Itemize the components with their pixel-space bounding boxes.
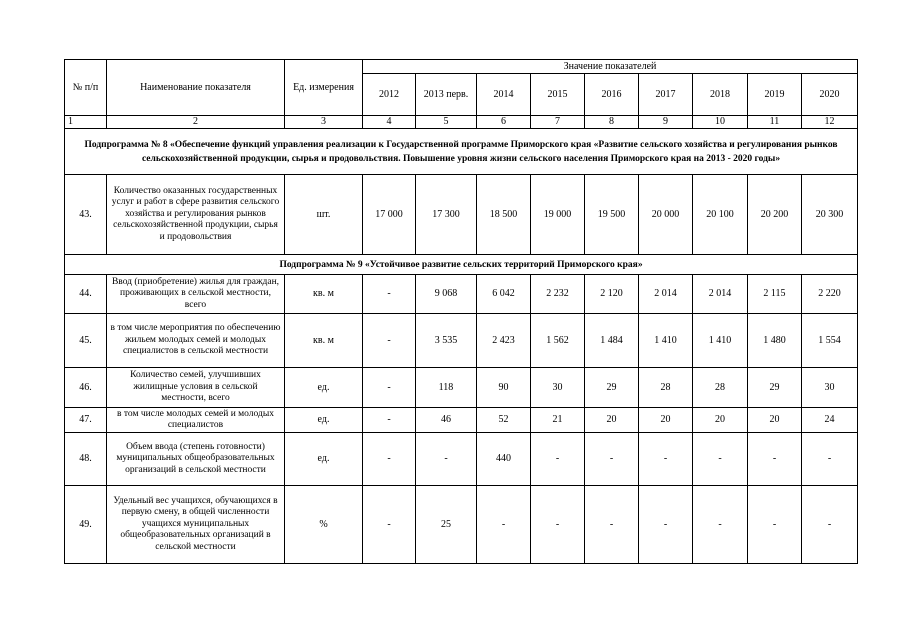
value-cell: 46 [416,408,477,433]
column-number: 2 [107,116,285,129]
year-cell: 2018 [693,74,748,116]
value-cell: 2 014 [639,275,693,314]
value-cell: 2 220 [802,275,858,314]
value-cell: 2 120 [585,275,639,314]
value-cell: 1 562 [531,314,585,368]
value-cell: 20 [748,408,802,433]
unit-cell: % [285,486,363,564]
value-cell: - [693,486,748,564]
table-row [65,275,858,314]
unit-cell: кв. м [285,275,363,314]
value-cell: 2 232 [531,275,585,314]
indicators-table [64,59,858,564]
header-unit: Ед. измерения [285,60,363,116]
column-number: 5 [416,116,477,129]
row-number: 43. [65,175,107,255]
value-cell: 20 [585,408,639,433]
value-cell: - [363,314,416,368]
column-numbers-row [65,116,858,129]
header-num: № п/п [65,60,107,116]
value-cell: - [585,486,639,564]
value-cell: 24 [802,408,858,433]
column-number: 7 [531,116,585,129]
value-cell: - [531,486,585,564]
value-cell: 20 000 [639,175,693,255]
value-cell: 1 480 [748,314,802,368]
value-cell: 9 068 [416,275,477,314]
value-cell: 28 [693,368,748,408]
indicator-name: в том числе мероприятия по обеспечению жильем молодых семей и молодых специалистов в сельской местности [107,314,285,368]
indicator-name: в том числе молодых семей и молодых специалистов [107,408,285,433]
value-cell: - [363,433,416,486]
value-cell: 25 [416,486,477,564]
value-cell: 18 500 [477,175,531,255]
header-values: Значение показателей [363,60,858,74]
column-number: 9 [639,116,693,129]
value-cell: 19 000 [531,175,585,255]
value-cell: - [639,433,693,486]
value-cell: - [416,433,477,486]
indicator-name: Количество оказанных государственных услуг и работ в сфере развития сельского хозяйства и регулирования рынков сельскохозяйственной продукции, сырья и продовольствия [107,175,285,255]
row-number: 44. [65,275,107,314]
year-cell: 2013 перв. [416,74,477,116]
value-cell: 30 [802,368,858,408]
value-cell: - [585,433,639,486]
value-cell: 21 [531,408,585,433]
value-cell: - [363,408,416,433]
column-number: 12 [802,116,858,129]
value-cell: 29 [748,368,802,408]
column-number: 8 [585,116,639,129]
value-cell: - [477,486,531,564]
value-cell: - [531,433,585,486]
value-cell: 29 [585,368,639,408]
value-cell: - [802,433,858,486]
value-cell: 3 535 [416,314,477,368]
indicator-name: Объем ввода (степень готовности) муниципальных общеобразовательных организаций в сельской местности [107,433,285,486]
row-number: 46. [65,368,107,408]
value-cell: - [748,486,802,564]
value-cell: 17 000 [363,175,416,255]
column-number: 1 [65,116,107,129]
table-row [65,175,858,255]
value-cell: 28 [639,368,693,408]
value-cell: 19 500 [585,175,639,255]
value-cell: 20 200 [748,175,802,255]
value-cell: 1 410 [693,314,748,368]
value-cell: 17 300 [416,175,477,255]
row-number: 49. [65,486,107,564]
year-cell: 2016 [585,74,639,116]
value-cell: 20 [693,408,748,433]
indicator-name: Удельный вес учащихся, обучающихся в первую смену, в общей численности учащихся муниципальных общеобразовательных организаций в сельской местности [107,486,285,564]
value-cell: 20 300 [802,175,858,255]
value-cell: - [748,433,802,486]
column-number: 11 [748,116,802,129]
value-cell: 2 115 [748,275,802,314]
year-cell: 2020 [802,74,858,116]
value-cell: 440 [477,433,531,486]
value-cell: - [639,486,693,564]
table-row [65,368,858,408]
value-cell: 2 014 [693,275,748,314]
year-cell: 2015 [531,74,585,116]
column-number: 10 [693,116,748,129]
table-row [65,408,858,433]
year-cell: 2012 [363,74,416,116]
indicator-name: Количество семей, улучшивших жилищные условия в сельской местности, всего [107,368,285,408]
value-cell: - [363,368,416,408]
table-row [65,314,858,368]
unit-cell: ед. [285,368,363,408]
column-number: 3 [285,116,363,129]
value-cell: - [802,486,858,564]
column-number: 6 [477,116,531,129]
year-cell: 2017 [639,74,693,116]
value-cell: 20 [639,408,693,433]
indicator-name: Ввод (приобретение) жилья для граждан, проживающих в сельской местности, всего [107,275,285,314]
value-cell: 90 [477,368,531,408]
value-cell: 1 410 [639,314,693,368]
value-cell: 52 [477,408,531,433]
row-number: 48. [65,433,107,486]
value-cell: - [363,486,416,564]
value-cell: - [363,275,416,314]
subprogram-9-title: Подпрограмма № 9 «Устойчивое развитие сельских территорий Приморского края» [65,255,858,275]
value-cell: 1 484 [585,314,639,368]
value-cell: 2 423 [477,314,531,368]
value-cell: 118 [416,368,477,408]
table-row [65,486,858,564]
row-number: 45. [65,314,107,368]
subprogram-8-title: Подпрограмма № 8 «Обеспечение функций управления реализации к Государственной программе Приморского края «Развитие сельского хозяйства и регулирования рынков сельскохозяйственной продукции, сырья и продовольствия. Повышение уровня жизни сельского населения Приморского края на 2013 - 2020 годы» [65,129,858,175]
unit-cell: шт. [285,175,363,255]
year-cell: 2014 [477,74,531,116]
table-row [65,433,858,486]
value-cell: - [693,433,748,486]
value-cell: 20 100 [693,175,748,255]
header-name: Наименование показателя [107,60,285,116]
unit-cell: кв. м [285,314,363,368]
value-cell: 6 042 [477,275,531,314]
unit-cell: ед. [285,433,363,486]
value-cell: 1 554 [802,314,858,368]
year-cell: 2019 [748,74,802,116]
column-number: 4 [363,116,416,129]
unit-cell: ед. [285,408,363,433]
row-number: 47. [65,408,107,433]
value-cell: 30 [531,368,585,408]
